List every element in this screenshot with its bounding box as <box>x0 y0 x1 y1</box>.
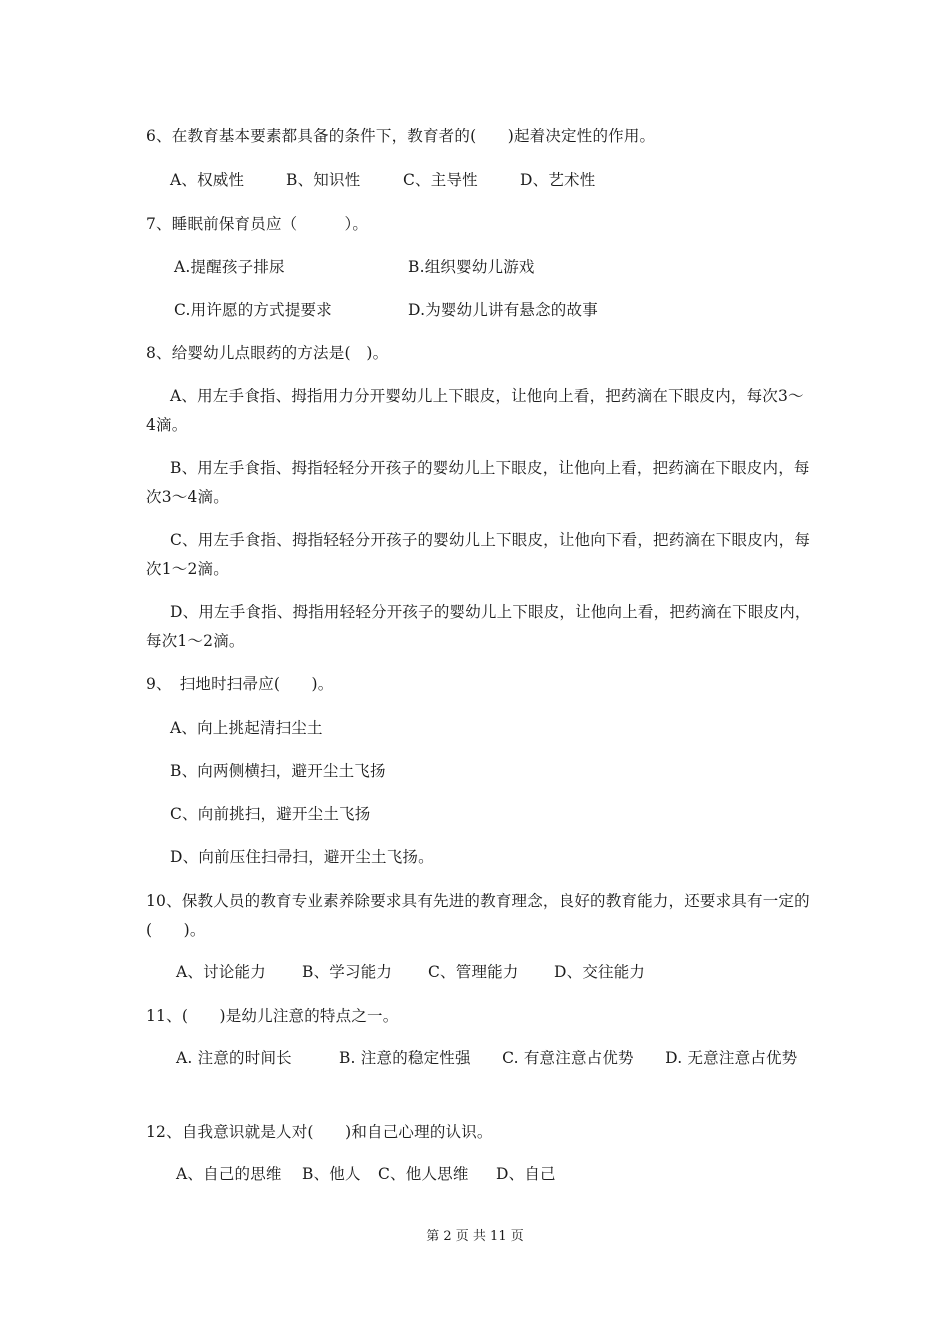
question-8-option-a-text: A、用左手食指、拇指用力分开婴幼儿上下眼皮，让他向上看，把药滴在下眼皮内，每次3～4滴。 <box>146 387 804 434</box>
question-6-stem: 6、在教育基本要素都具备的条件下，教育者的( )起着决定性的作用。 <box>146 127 656 145</box>
question-7-option-c: C.用许愿的方式提要求 <box>174 301 332 319</box>
question-8-option-c <box>146 526 811 584</box>
question-6-option-a: A、权威性 <box>170 171 245 189</box>
question-10-option-d: D、交往能力 <box>554 963 646 981</box>
question-12-option-c: C、他人思维 <box>378 1165 469 1183</box>
question-12-option-b: B、他人 <box>302 1165 361 1183</box>
question-11-stem: 11、( )是幼儿注意的特点之一。 <box>146 1007 399 1025</box>
question-7-option-a: A.提醒孩子排尿 <box>174 258 285 276</box>
question-6-option-b: B、知识性 <box>286 171 361 189</box>
question-8-stem: 8、给婴幼儿点眼药的方法是( )。 <box>146 344 389 362</box>
question-11-options <box>146 1044 811 1073</box>
question-11-options-text: A. 注意的时间长 B. 注意的稳定性强 C. 有意注意占优势 D. 无意注意占优势 <box>176 1049 798 1067</box>
question-7-stem: 7、睡眠前保育员应（ ）。 <box>146 215 369 233</box>
question-9-option-a: A、向上挑起清扫尘土 <box>170 719 323 737</box>
question-8-option-a <box>146 382 811 440</box>
question-7-option-d: D.为婴幼儿讲有悬念的故事 <box>408 301 598 319</box>
question-9-option-b: B、向两侧横扫，避开尘土飞扬 <box>170 762 386 780</box>
question-7-option-b: B.组织婴幼儿游戏 <box>408 258 535 276</box>
question-8-option-b-text: B、用左手食指、拇指轻轻分开孩子的婴幼儿上下眼皮，让他向上看，把药滴在下眼皮内，每次3～4滴。 <box>146 459 810 506</box>
question-10-stem <box>146 887 811 945</box>
question-12-option-a: A、自己的思维 <box>176 1165 282 1183</box>
question-12-option-d: D、自己 <box>496 1165 556 1183</box>
question-9-stem: 9、 扫地时扫帚应( )。 <box>146 675 334 693</box>
question-10-option-a: A、讨论能力 <box>176 963 266 981</box>
question-9-option-c: C、向前挑扫，避开尘土飞扬 <box>170 805 371 823</box>
question-6-option-d: D、艺术性 <box>520 171 596 189</box>
page-number-footer: 第 2 页 共 11 页 <box>426 1229 524 1244</box>
question-12-stem: 12、自我意识就是人对( )和自己心理的认识。 <box>146 1123 493 1141</box>
question-8-option-c-text: C、用左手食指、拇指轻轻分开孩子的婴幼儿上下眼皮，让他向下看，把药滴在下眼皮内，每次1～2滴。 <box>146 531 811 578</box>
question-9-option-d: D、向前压住扫帚扫，避开尘土飞扬。 <box>170 848 434 866</box>
question-10-option-c: C、管理能力 <box>428 963 519 981</box>
question-8-option-d-text: D、用左手食指、拇指用轻轻分开孩子的婴幼儿上下眼皮，让他向上看，把药滴在下眼皮内，每次1～2滴。 <box>146 603 811 650</box>
question-8-option-d <box>146 598 811 656</box>
question-10-stem-text: 10、保教人员的教育专业素养除要求具有先进的教育理念，良好的教育能力，还要求具有一定的( )。 <box>146 892 810 939</box>
question-6-option-c: C、主导性 <box>403 171 478 189</box>
question-8-option-b <box>146 454 811 512</box>
question-10-option-b: B、学习能力 <box>302 963 393 981</box>
